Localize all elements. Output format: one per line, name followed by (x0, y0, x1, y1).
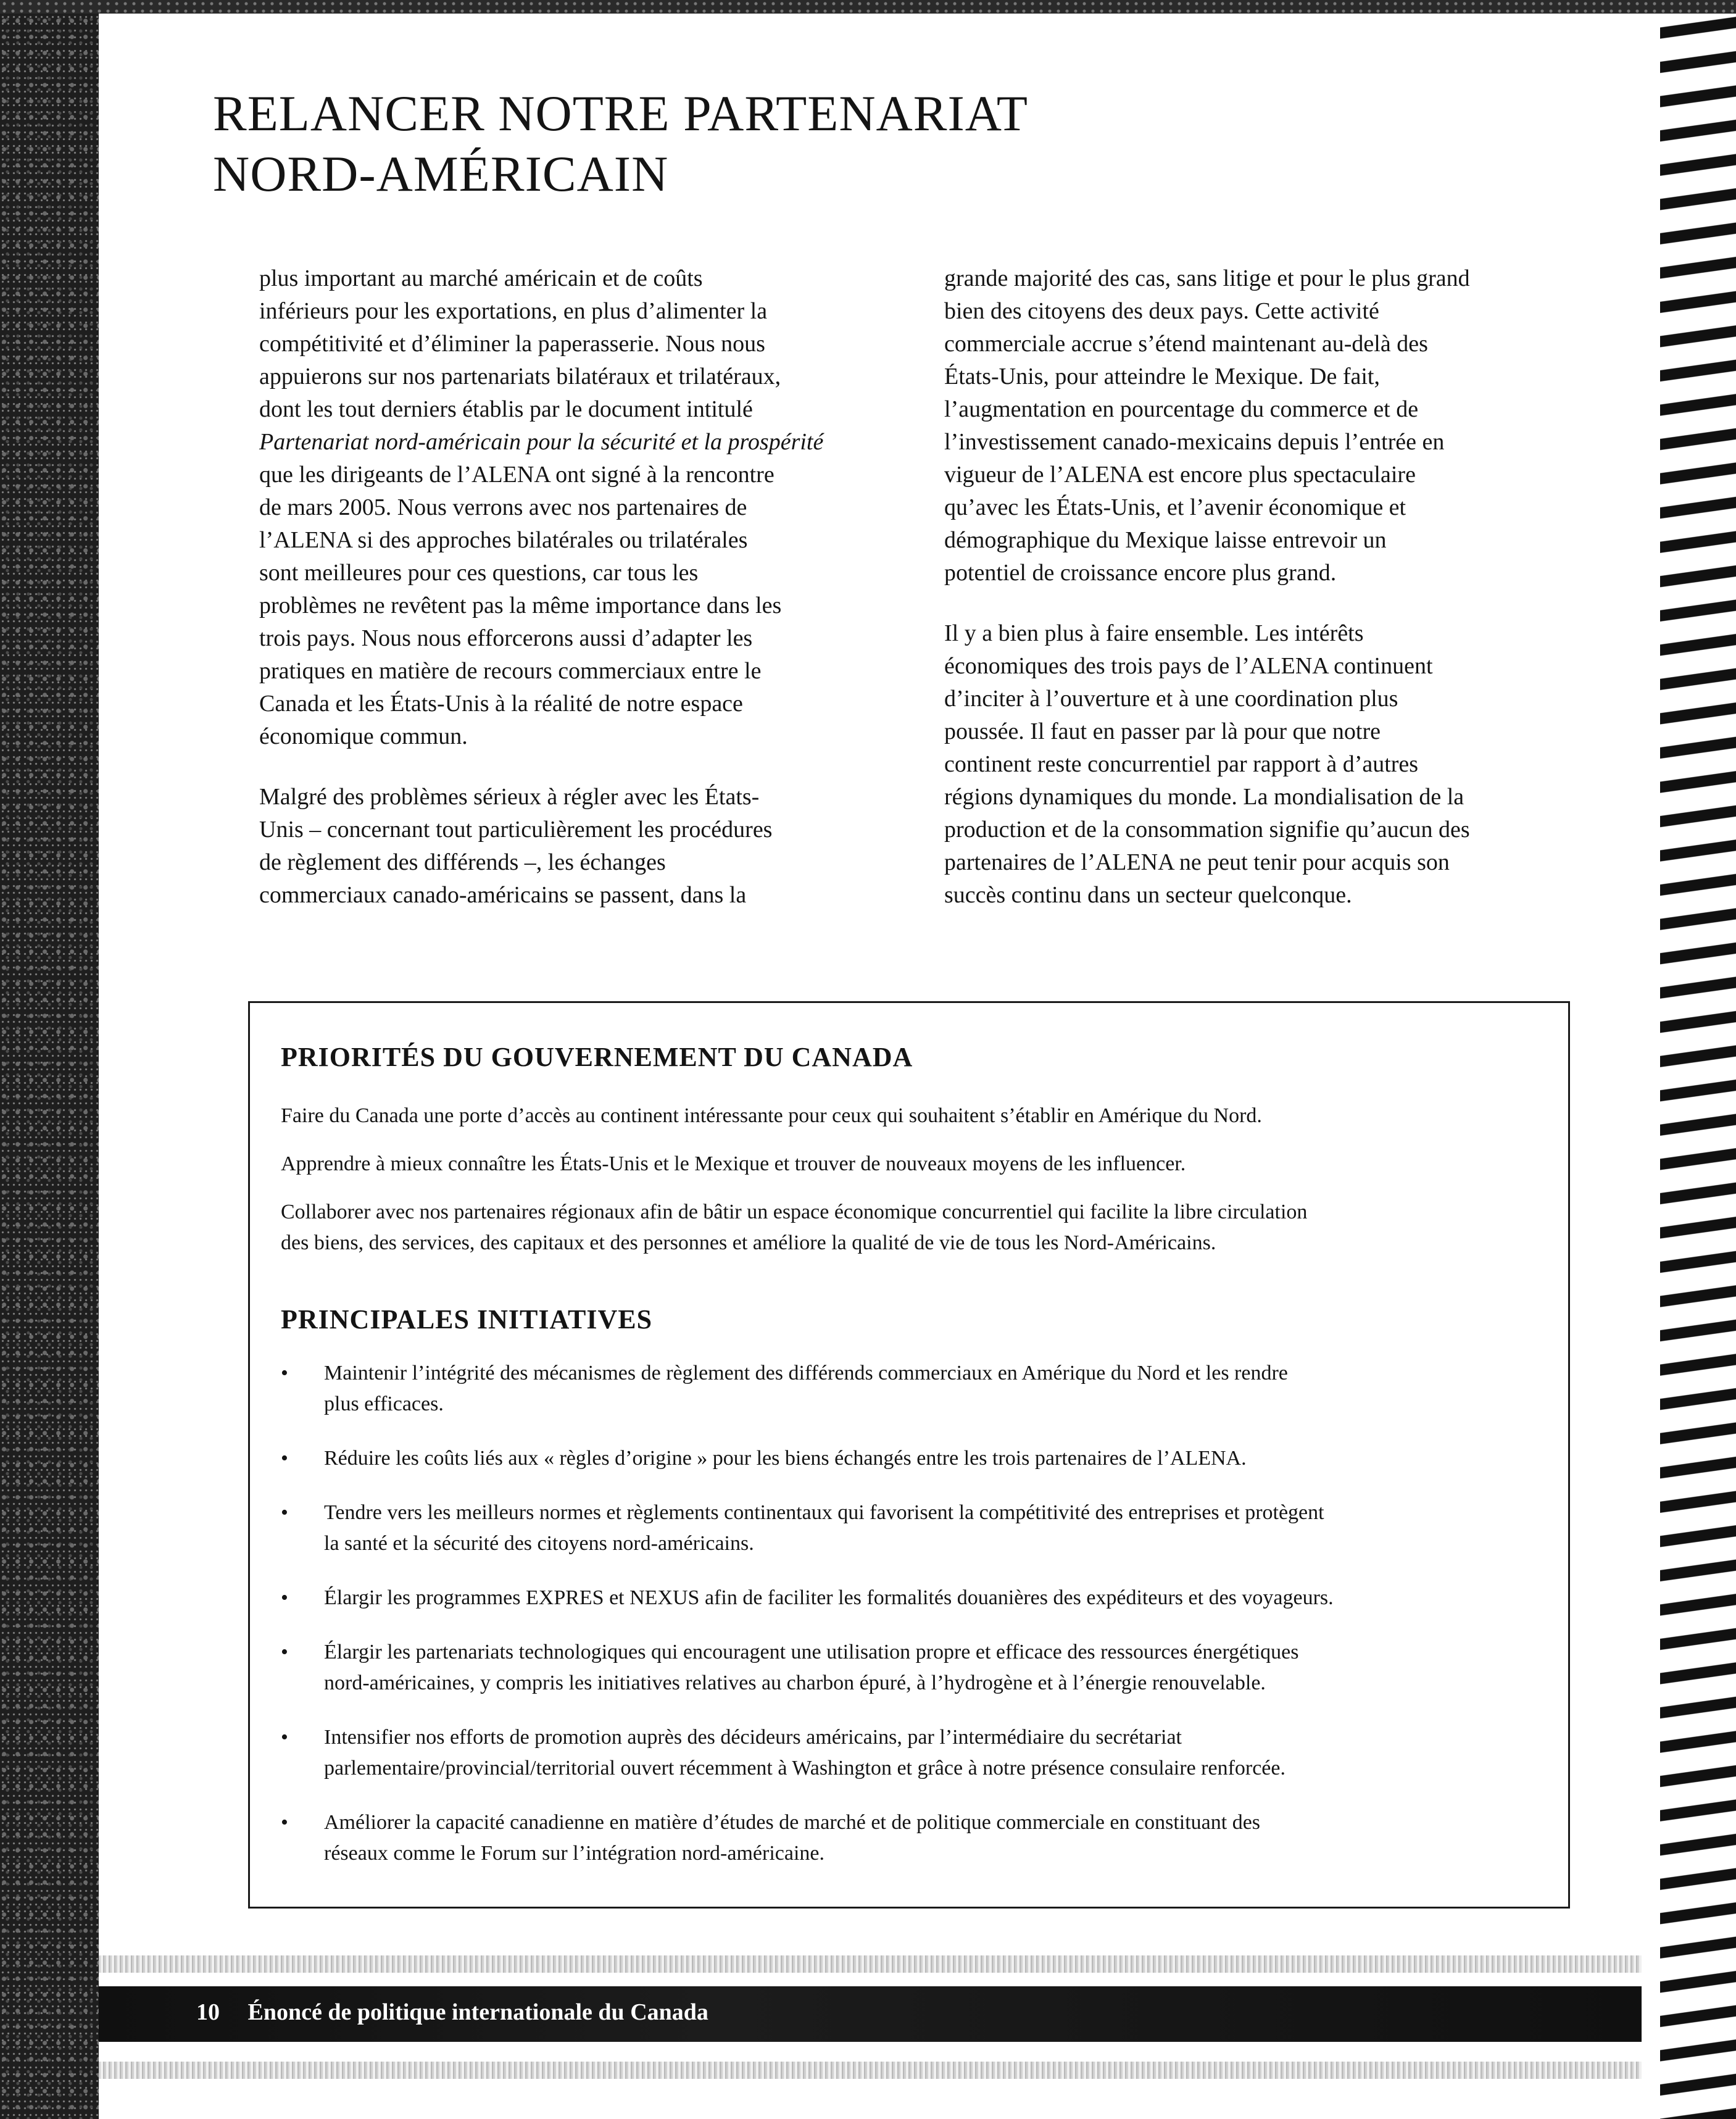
text-line: compétitivité et d’éliminer la paperasserie. Nous nous (259, 331, 765, 357)
text-line: la santé et la sécurité des citoyens nord-américains. (324, 1532, 754, 1555)
binding-edge (1642, 14, 1660, 2119)
bullet-icon: • (281, 1447, 288, 1470)
text-line: plus important au marché américain et de coûts (259, 265, 703, 291)
text-line: d’inciter à l’ouverture et à une coordination plus (944, 686, 1398, 712)
text-line: appuierons sur nos partenariats bilatéraux et trilatéraux, (259, 364, 781, 389)
text-line: démographique du Mexique laisse entrevoir un (944, 527, 1387, 553)
text-line: l’augmentation en pourcentage du commerce et de (944, 396, 1419, 422)
text-line: économique commun. (259, 723, 468, 749)
text-line: vigueur de l’ALENA est encore plus spectaculaire (944, 462, 1416, 488)
bullet-icon: • (281, 1726, 288, 1749)
text-line: l’ALENA si des approches bilatérales ou trilatérales (259, 527, 748, 553)
paragraph (944, 617, 1568, 912)
text-line: sont meilleures pour ces questions, car tous les (259, 560, 699, 586)
list-item (281, 1637, 1540, 1699)
text-line: Maintenir l’intégrité des mécanismes de règlement des différends commerciaux en Amérique du Nord et les rendre (324, 1362, 1288, 1384)
text-line: Malgré des problèmes sérieux à régler avec les États- (259, 784, 760, 810)
scan-left-border (0, 0, 99, 2119)
paragraph (259, 262, 883, 753)
text-line: succès continu dans un secteur quelconque. (944, 882, 1352, 908)
text-line: Unis – concernant tout particulièrement les procédures (259, 817, 773, 843)
text-line: Améliorer la capacité canadienne en matière d’études de marché et de politique commerciale en constituant des (324, 1811, 1261, 1834)
paragraph (944, 262, 1568, 589)
text-line: trois pays. Nous nous efforcerons aussi d’adapter les (259, 625, 753, 651)
bullet-icon: • (281, 1641, 288, 1663)
bullet-icon: • (281, 1811, 288, 1834)
title-line: NORD-AMÉRICAIN (213, 146, 669, 202)
text-line: de règlement des différends –, les échanges (259, 849, 666, 875)
priority-item: Apprendre à mieux connaître les États-Unis et le Mexique et trouver de nouveaux moyens de les influencer. (281, 1152, 1186, 1175)
list-item (281, 1583, 1540, 1613)
text-line: l’investissement canado-mexicains depuis l’entrée en (944, 429, 1445, 455)
initiatives-heading: PRINCIPALES INITIATIVES (281, 1304, 653, 1334)
list-item (281, 1497, 1540, 1559)
list-item (281, 1443, 1540, 1474)
priority-item: Collaborer avec nos partenaires régionaux afin de bâtir un espace économique concurrentiel qui facilite la libre circulation (281, 1201, 1308, 1223)
left-column (259, 262, 883, 939)
paragraph (259, 781, 883, 912)
text-line: économiques des trois pays de l’ALENA continuent (944, 653, 1433, 679)
text-line: problèmes ne revêtent pas la même importance dans les (259, 593, 782, 618)
bullet-icon: • (281, 1586, 288, 1609)
text-line: production et de la consommation signifie qu’aucun des (944, 817, 1470, 843)
text-line: Élargir les partenariats technologiques qui encouragent une utilisation propre et efficace des ressources énergétiques (324, 1641, 1299, 1663)
footer-texture-bottom (99, 2062, 1642, 2079)
list-item (281, 1358, 1540, 1420)
initiatives-list (281, 1358, 1540, 1892)
text-line: Tendre vers les meilleurs normes et règlements continentaux qui favorisent la compétitivité des entreprises et protègent (324, 1501, 1324, 1524)
footer-texture-top (99, 1955, 1642, 1973)
text-line: partenaires de l’ALENA ne peut tenir pour acquis son (944, 849, 1450, 875)
text-line: inférieurs pour les exportations, en plus d’alimenter la (259, 298, 768, 324)
text-line: qu’avec les États-Unis, et l’avenir économique et (944, 494, 1406, 520)
page-footer (196, 1999, 708, 2026)
text-line: réseaux comme le Forum sur l’intégration nord-américaine. (324, 1842, 824, 1865)
text-line: Réduire les coûts liés aux « règles d’origine » pour les biens échangés entre les trois partenaires de l’ALENA. (324, 1447, 1247, 1470)
priorities-box (248, 1001, 1570, 1909)
text-line: que les dirigeants de l’ALENA ont signé à la rencontre (259, 462, 775, 488)
page-title (213, 83, 1385, 204)
bullet-icon: • (281, 1362, 288, 1384)
priority-item-continued: des biens, des services, des capitaux et des personnes et améliore la qualité de vie de tous les Nord-Américains. (281, 1231, 1216, 1254)
text-line: Canada et les États-Unis à la réalité de notre espace (259, 691, 743, 717)
text-line: Intensifier nos efforts de promotion auprès des décideurs américains, par l’intermédiaire du secrétariat (324, 1726, 1182, 1749)
right-column (944, 262, 1568, 939)
list-item (281, 1722, 1540, 1784)
text-line: commerciale accrue s’étend maintenant au-delà des (944, 331, 1428, 357)
text-line: bien des citoyens des deux pays. Cette activité (944, 298, 1379, 324)
title-line: RELANCER NOTRE PARTENARIAT (213, 85, 1028, 141)
text-line: poussée. Il faut en passer par là pour que notre (944, 718, 1381, 744)
text-line: parlementaire/provincial/territorial ouvert récemment à Washington et grâce à notre présence consulaire renforcée. (324, 1757, 1285, 1780)
text-line: dont les tout derniers établis par le document intitulé (259, 396, 753, 422)
scan-top-border (0, 0, 1736, 14)
text-line: Élargir les programmes EXPRES et NEXUS afin de faciliter les formalités douanières des expéditeurs et des voyageurs. (324, 1586, 1334, 1609)
document-title-italic: Partenariat nord-américain pour la sécurité et la prospérité (259, 429, 824, 455)
bullet-icon: • (281, 1501, 288, 1524)
priorities-heading: PRIORITÉS DU GOUVERNEMENT DU CANADA (281, 1042, 913, 1072)
text-line: continent reste concurrentiel par rapport à d’autres (944, 751, 1419, 777)
text-line: régions dynamiques du monde. La mondialisation de la (944, 784, 1464, 810)
text-line: potentiel de croissance encore plus grand. (944, 560, 1337, 586)
page-number: 10 (196, 1999, 220, 2025)
text-line: de mars 2005. Nous verrons avec nos partenaires de (259, 494, 747, 520)
text-line: nord-américaines, y compris les initiatives relatives au charbon épuré, à l’hydrogène et à l’énergie renouvelable. (324, 1671, 1266, 1694)
priority-item: Faire du Canada une porte d’accès au continent intéressante pour ceux qui souhaitent s’établir en Amérique du Nord. (281, 1104, 1262, 1127)
text-line: États-Unis, pour atteindre le Mexique. De fait, (944, 364, 1380, 389)
text-line: grande majorité des cas, sans litige et pour le plus grand (944, 265, 1470, 291)
list-item (281, 1807, 1540, 1869)
text-line: Il y a bien plus à faire ensemble. Les intérêts (944, 620, 1364, 646)
text-line: commerciaux canado-américains se passent, dans la (259, 882, 747, 908)
publication-title: Énoncé de politique internationale du Canada (247, 1999, 708, 2025)
text-line: pratiques en matière de recours commerciaux entre le (259, 658, 762, 684)
text-line: plus efficaces. (324, 1393, 444, 1415)
